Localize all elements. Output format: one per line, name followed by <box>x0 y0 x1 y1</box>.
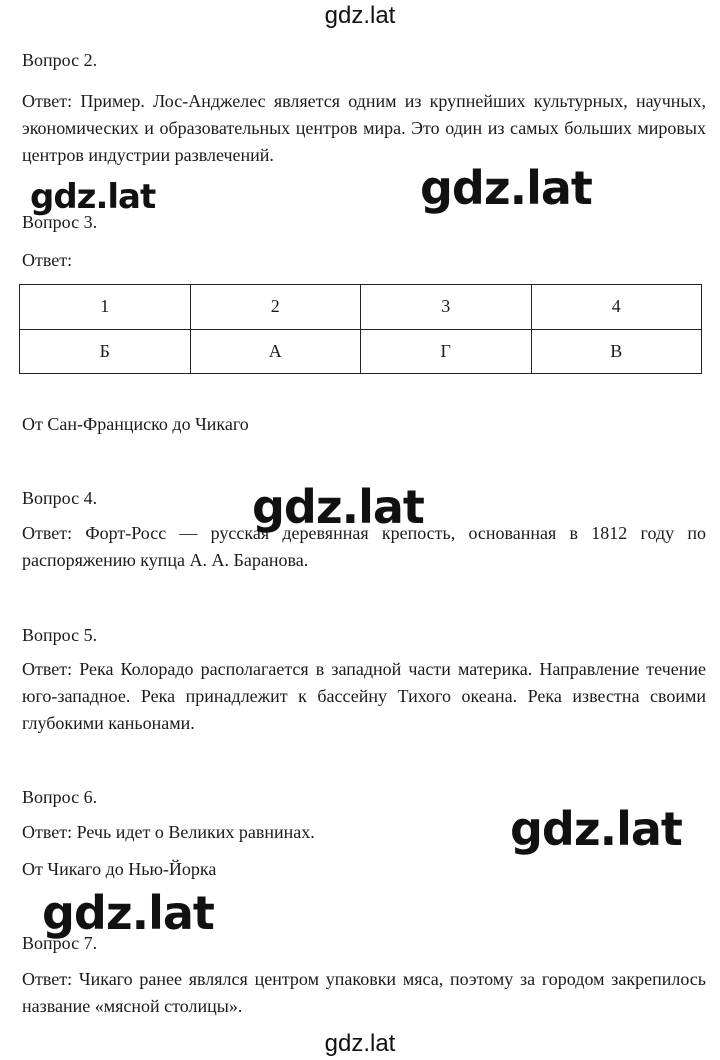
question-7-title: Вопрос 7. <box>22 933 98 953</box>
table-cell: 3 <box>361 285 532 330</box>
answer-table <box>19 284 702 374</box>
table-cell: В <box>531 329 702 374</box>
watermark-overlay-1: gdz.lat <box>30 177 156 217</box>
question-5-answer: Ответ: Река Колорадо располагается в западной части материка. Направление течение юго-западное. Река принадлежит к бассейну Тихого океана. Река известна своими глубокими каньонами. <box>22 659 706 733</box>
question-4-answer: Ответ: Форт-Росс — русская деревянная крепость, основанная в 1812 году по распоряжению купца А. А. Баранова. <box>22 523 706 570</box>
question-2-answer: Ответ: Пример. Лос-Анджелес является одним из крупнейших культурных, научных, экономических и образовательных центров мира. Это один из самых больших мировых центров индустрии развлечений. <box>22 91 706 165</box>
question-6-title: Вопрос 6. <box>22 787 98 807</box>
question-6-answer: Ответ: Речь идет о Великих равнинах. <box>22 822 315 842</box>
watermark-footer: gdz.lat <box>324 1030 396 1057</box>
watermark-overlay-5: gdz.lat <box>42 886 214 940</box>
table-cell: Б <box>20 329 191 374</box>
table-cell: 2 <box>190 285 361 330</box>
table-cell: Г <box>361 329 532 374</box>
table-cell: 1 <box>20 285 191 330</box>
question-5-title: Вопрос 5. <box>22 625 98 645</box>
watermark-overlay-2: gdz.lat <box>420 161 592 215</box>
watermark-header: gdz.lat <box>324 2 396 29</box>
watermark-overlay-3: gdz.lat <box>252 480 424 534</box>
question-2-title: Вопрос 2. <box>22 50 98 70</box>
question-4-title: Вопрос 4. <box>22 488 98 508</box>
table-cell: А <box>190 329 361 374</box>
question-3-title: Вопрос 3. <box>22 212 98 232</box>
question-7-answer: Ответ: Чикаго ранее являлся центром упаковки мяса, поэтому за городом закрепилось название «мясной столицы». <box>22 969 706 1016</box>
watermark-overlay-4: gdz.lat <box>510 802 682 856</box>
route-note-2: От Чикаго до Нью-Йорка <box>22 859 217 879</box>
table-row <box>20 329 702 374</box>
question-3-answer-label: Ответ: <box>22 250 73 270</box>
route-note-1: От Сан-Франциско до Чикаго <box>22 414 249 434</box>
table-row <box>20 285 702 330</box>
table-cell: 4 <box>531 285 702 330</box>
